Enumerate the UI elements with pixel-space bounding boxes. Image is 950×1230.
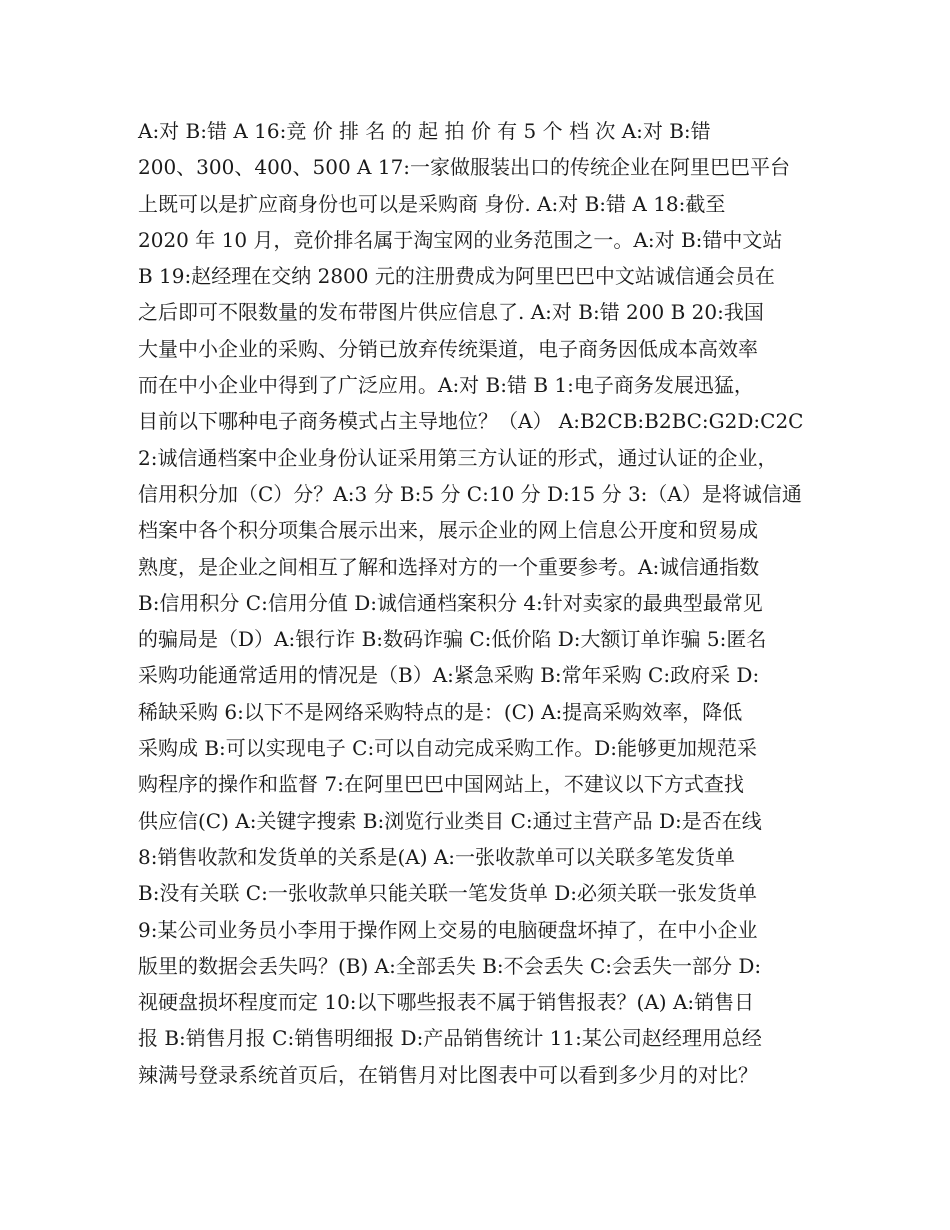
text-line: B 19:赵经理在交纳 2800 元的注册费成为阿里巴巴中文站诚信通会员在 [138,264,775,289]
text-line: 2020 年 10 月，竞价排名属于淘宝网的业务范围之一。A:对 B:错中文站 [138,227,783,252]
text-line: 报 B:销售月报 C:销售明细报 D:产品销售统计 11:某公司赵经理用总经 [138,1026,762,1051]
text-line: 档案中各个积分项集合展示出来，展示企业的网上信息公开度和贸易成 [138,518,758,543]
text-line: B:没有关联 C:一张收款单只能关联一笔发货单 D:必须关联一张发货单 [138,881,757,906]
text-line: 供应信(C) A:关键字搜索 B:浏览行业类目 C:通过主营产品 D:是否在线 [138,808,762,833]
text-line: A:对 B:错 A 16:竞 价 排 名 的 起 拍 价 有 5 个 档 次 A:对 B:错 [138,119,711,143]
text-line: 200、300、400、500 A 17:一家做服装出口的传统企业在阿里巴巴平台 [138,155,791,180]
text-line: 采购功能通常适用的情况是（B）A:紧急采购 B:常年采购 C:政府采 D: [138,663,760,688]
text-line: 的骗局是（D）A:银行诈 B:数码诈骗 C:低价陷 D:大额订单诈骗 5:匿名 [138,627,767,652]
text-line: 2:诚信通档案中企业身份认证采用第三方认证的形式，通过认证的企业， [138,445,778,470]
text-line: 稀缺采购 6:以下不是网络采购特点的是：(C) A:提高采购效率，降低 [138,699,743,724]
text-line: 9:某公司业务员小李用于操作网上交易的电脑硬盘坏掉了，在中小企业 [138,917,758,942]
text-line: 上既可以是扩应商身份也可以是采购商 身份. A:对 B:错 A 18:截至 [138,191,726,216]
text-line: 之后即可不限数量的发布带图片供应信息了. A:对 B:错 200 B 20:我国 [138,300,764,325]
body-text [138,113,818,1093]
text-line: 信用积分加（C）分？A:3 分 B:5 分 C:10 分 D:15 分 3:（A）是将诚信通 [138,481,802,506]
text-line: 视硬盘损坏程度而定 10:以下哪些报表不属于销售报表？(A) A:销售日 [138,990,755,1015]
text-line: 8:销售收款和发货单的关系是(A) A:一张收款单可以关联多笔发货单 [138,844,736,869]
text-line: 购程序的操作和监督 7:在阿里巴巴中国网站上，不建议以下方式查找 [138,772,744,797]
text-line: 辣满号登录系统首页后，在销售月对比图表中可以看到多少月的对比？ [138,1062,758,1087]
text-line: 熟度，是企业之间相互了解和选择对方的一个重要参考。A:诚信通指数 [138,554,760,579]
text-line: 大量中小企业的采购、分销已放弃传统渠道，电子商务因低成本高效率 [138,336,758,361]
text-line: B:信用积分 C:信用分值 D:诚信通档案积分 4:针对卖家的最典型最常见 [138,590,763,615]
text-line: 版里的数据会丢失吗？(B) A:全部丢失 B:不会丢失 C:会丢失一部分 D: [138,953,762,978]
text-line: 采购成 B:可以实现电子 C:可以自动完成采购工作。D:能够更加规范采 [138,736,757,761]
text-line: 目前以下哪种电子商务模式占主导地位？（A） A:B2CB:B2BC:G2D:C2C [138,409,804,434]
text-line: 而在中小企业中得到了广泛应用。A:对 B:错 B 1:电子商务发展迅猛， [138,373,754,398]
